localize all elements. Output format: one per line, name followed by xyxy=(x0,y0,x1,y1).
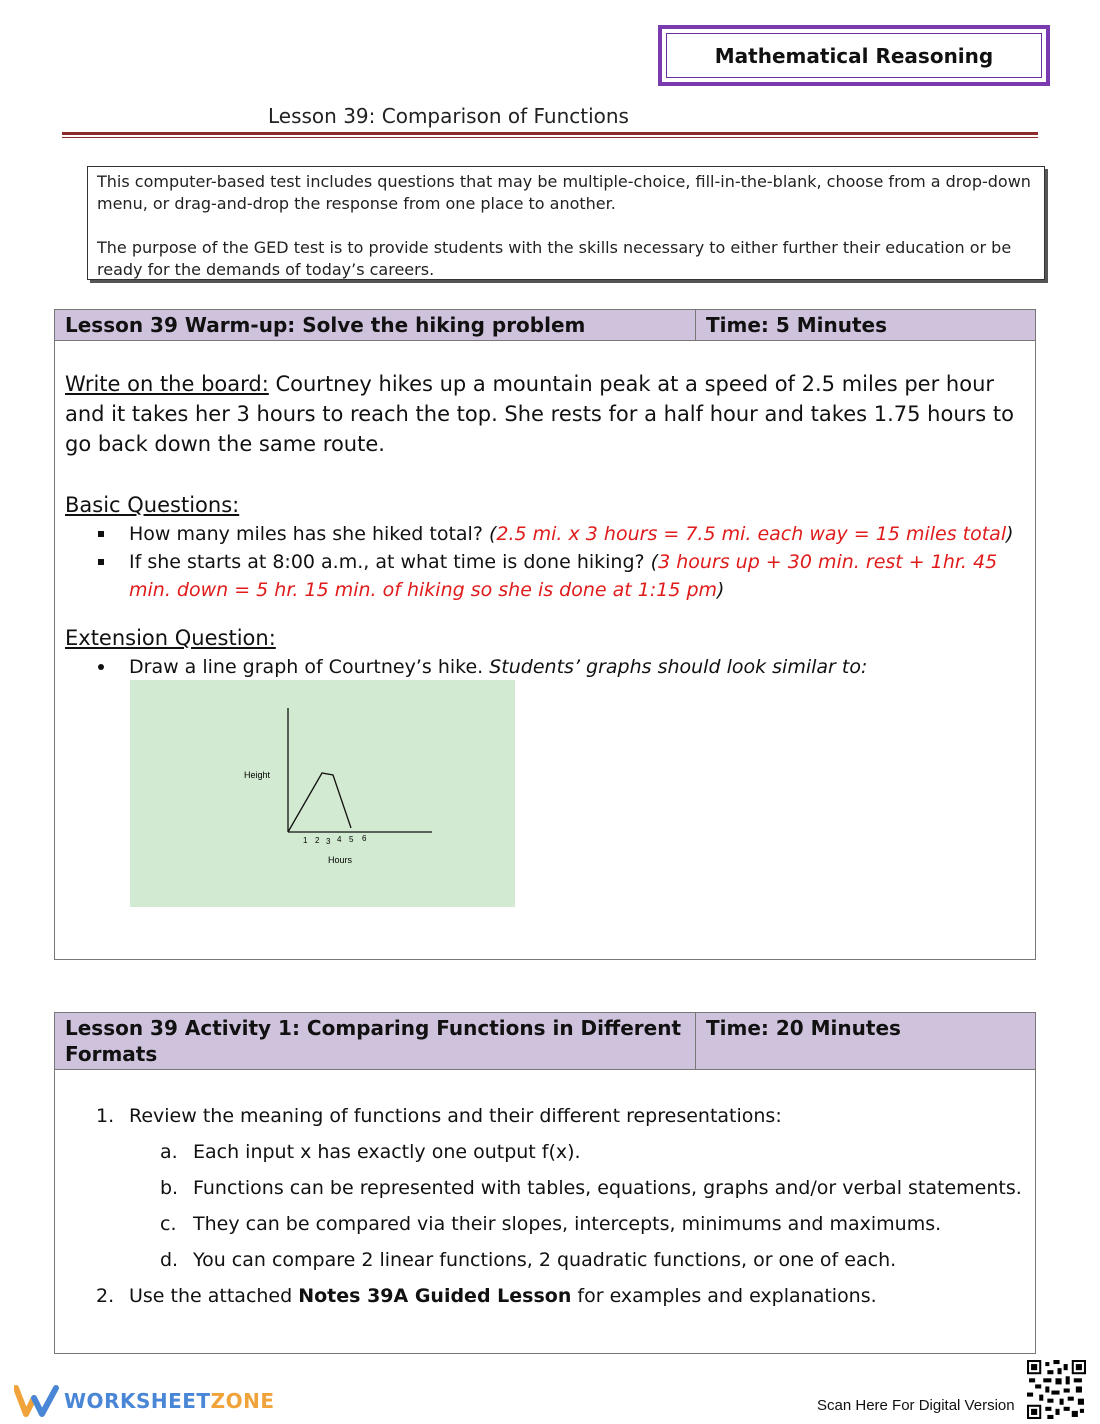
board-label: Write on the board: xyxy=(65,372,269,396)
warmup-time: Time: 5 Minutes xyxy=(706,313,888,337)
tick-label: 2 xyxy=(315,836,320,845)
hike-graph-svg xyxy=(130,680,515,907)
extension-italic: Students’ graphs should look similar to: xyxy=(489,656,868,678)
list-item: b. Functions can be represented with tables, equations, graphs and/or verbal statements. xyxy=(160,1177,1022,1199)
activity-section xyxy=(54,1012,1036,1354)
subject-badge xyxy=(658,25,1050,86)
tick-label: 1 xyxy=(303,836,308,845)
list-item: d. You can compare 2 linear functions, 2 quadratic functions, or one of each. xyxy=(160,1249,897,1271)
board-text: Courtney hikes up a mountain peak at a speed of 2.5 miles per hour and it takes her 3 hours to reach the top. She rests for a half hour and takes 1.75 hours to go back down the same route. xyxy=(65,372,1014,456)
tick-label: 5 xyxy=(349,835,354,844)
hike-graph xyxy=(130,680,515,907)
item-text: for examples and explanations. xyxy=(571,1285,877,1307)
sub-list xyxy=(160,1134,1025,1278)
item-text: Each input x has exactly one output f(x). xyxy=(193,1141,581,1163)
basic-questions-list xyxy=(129,520,1025,604)
activity-body xyxy=(55,1070,1035,1314)
activity-title: Lesson 39 Activity 1: Comparing Functions in Different Formats xyxy=(55,1013,696,1069)
extension-list xyxy=(129,653,1025,681)
item-text: Review the meaning of functions and their different representations: xyxy=(129,1105,782,1127)
worksheetzone-logo[interactable] xyxy=(14,1384,274,1418)
list-item: 1. Review the meaning of functions and their different representations: a. Each input x has exactly one output f(x). b. Functions can be represented with tables, equations, graphs and/or verbal statements. c. They can be compared via their slopes, intercepts, minimums and maximums. d. You can compare 2 linear functions, 2 quadratic functions, or one of each. xyxy=(129,1098,1025,1278)
list-item: 2. Use the attached Notes 39A Guided Lesson for examples and explanations. xyxy=(96,1285,877,1307)
activity-header xyxy=(55,1013,1035,1070)
list-item: a. Each input x has exactly one output f(x). xyxy=(160,1141,581,1163)
item-text: You can compare 2 linear functions, 2 quadratic functions, or one of each. xyxy=(193,1249,897,1271)
logo-w-icon xyxy=(14,1384,60,1418)
item-text: They can be compared via their slopes, intercepts, minimums and maximums. xyxy=(193,1213,942,1235)
y-axis-label: Height xyxy=(244,770,271,780)
title-divider-thin xyxy=(62,137,1038,138)
intro-paragraph-2: The purpose of the GED test is to provide students with the skills necessary to either further their education or be ready for the demands of today’s careers. xyxy=(97,238,1012,279)
intro-paragraph-1: This computer-based test includes questions that may be multiple-choice, fill-in-the-blank, choose from a drop-down menu, or drag-and-drop the response from one place to another. xyxy=(97,172,1031,213)
scan-caption: Scan Here For Digital Version xyxy=(817,1397,1015,1414)
list-item: If she starts at 8:00 a.m., at what time is done hiking? (3 hours up + 30 min. rest + 1hr. 45 min. down = 5 hr. 15 min. of hiking so she is done at 1:15 pm) xyxy=(129,548,1025,604)
qr-code-icon[interactable] xyxy=(1027,1360,1086,1419)
extension-text: Draw a line graph of Courtney’s hike. xyxy=(129,656,490,678)
warmup-body xyxy=(55,341,1035,681)
hike-line xyxy=(288,773,351,832)
extension-heading: Extension Question: xyxy=(65,626,276,650)
list-item: How many miles has she hiked total? (2.5 mi. x 3 hours = 7.5 mi. each way = 15 miles total) xyxy=(129,520,1025,548)
tick-label: 4 xyxy=(337,835,342,844)
basic-questions-heading: Basic Questions: xyxy=(65,493,240,517)
warmup-header xyxy=(55,310,1035,341)
brand-part-2: ZONE xyxy=(210,1389,275,1413)
brand-part-1: WORKSHEET xyxy=(64,1389,211,1413)
activity-time: Time: 20 Minutes xyxy=(706,1016,901,1040)
activity-list xyxy=(96,1098,1025,1314)
tick-label: 3 xyxy=(326,837,331,846)
list-item: c. They can be compared via their slopes, intercepts, minimums and maximums. xyxy=(160,1213,942,1235)
intro-box xyxy=(87,166,1045,280)
x-axis-label: Hours xyxy=(328,855,353,865)
subject-label: Mathematical Reasoning xyxy=(666,33,1042,78)
notes-reference: Notes 39A Guided Lesson xyxy=(298,1285,572,1307)
answer-text: 2.5 mi. x 3 hours = 7.5 mi. each way = 15 miles total xyxy=(496,523,1007,545)
answer-text: 3 hours up + 30 min. rest + 1hr. 45 min. down = 5 hr. 15 min. of hiking so she is done at 1:15 pm xyxy=(129,551,998,601)
title-divider xyxy=(62,132,1038,135)
item-text: Functions can be represented with tables, equations, graphs and/or verbal statements. xyxy=(193,1177,1022,1199)
question-text: How many miles has she hiked total? xyxy=(129,523,489,545)
question-text: If she starts at 8:00 a.m., at what time is done hiking? xyxy=(129,551,651,573)
item-text: Use the attached xyxy=(129,1285,299,1307)
lesson-title: Lesson 39: Comparison of Functions xyxy=(268,104,629,128)
warmup-title: Lesson 39 Warm-up: Solve the hiking problem xyxy=(55,310,696,340)
warmup-section xyxy=(54,309,1036,960)
tick-label: 6 xyxy=(362,834,367,843)
list-item xyxy=(129,653,1025,681)
board-prompt xyxy=(65,369,1025,459)
